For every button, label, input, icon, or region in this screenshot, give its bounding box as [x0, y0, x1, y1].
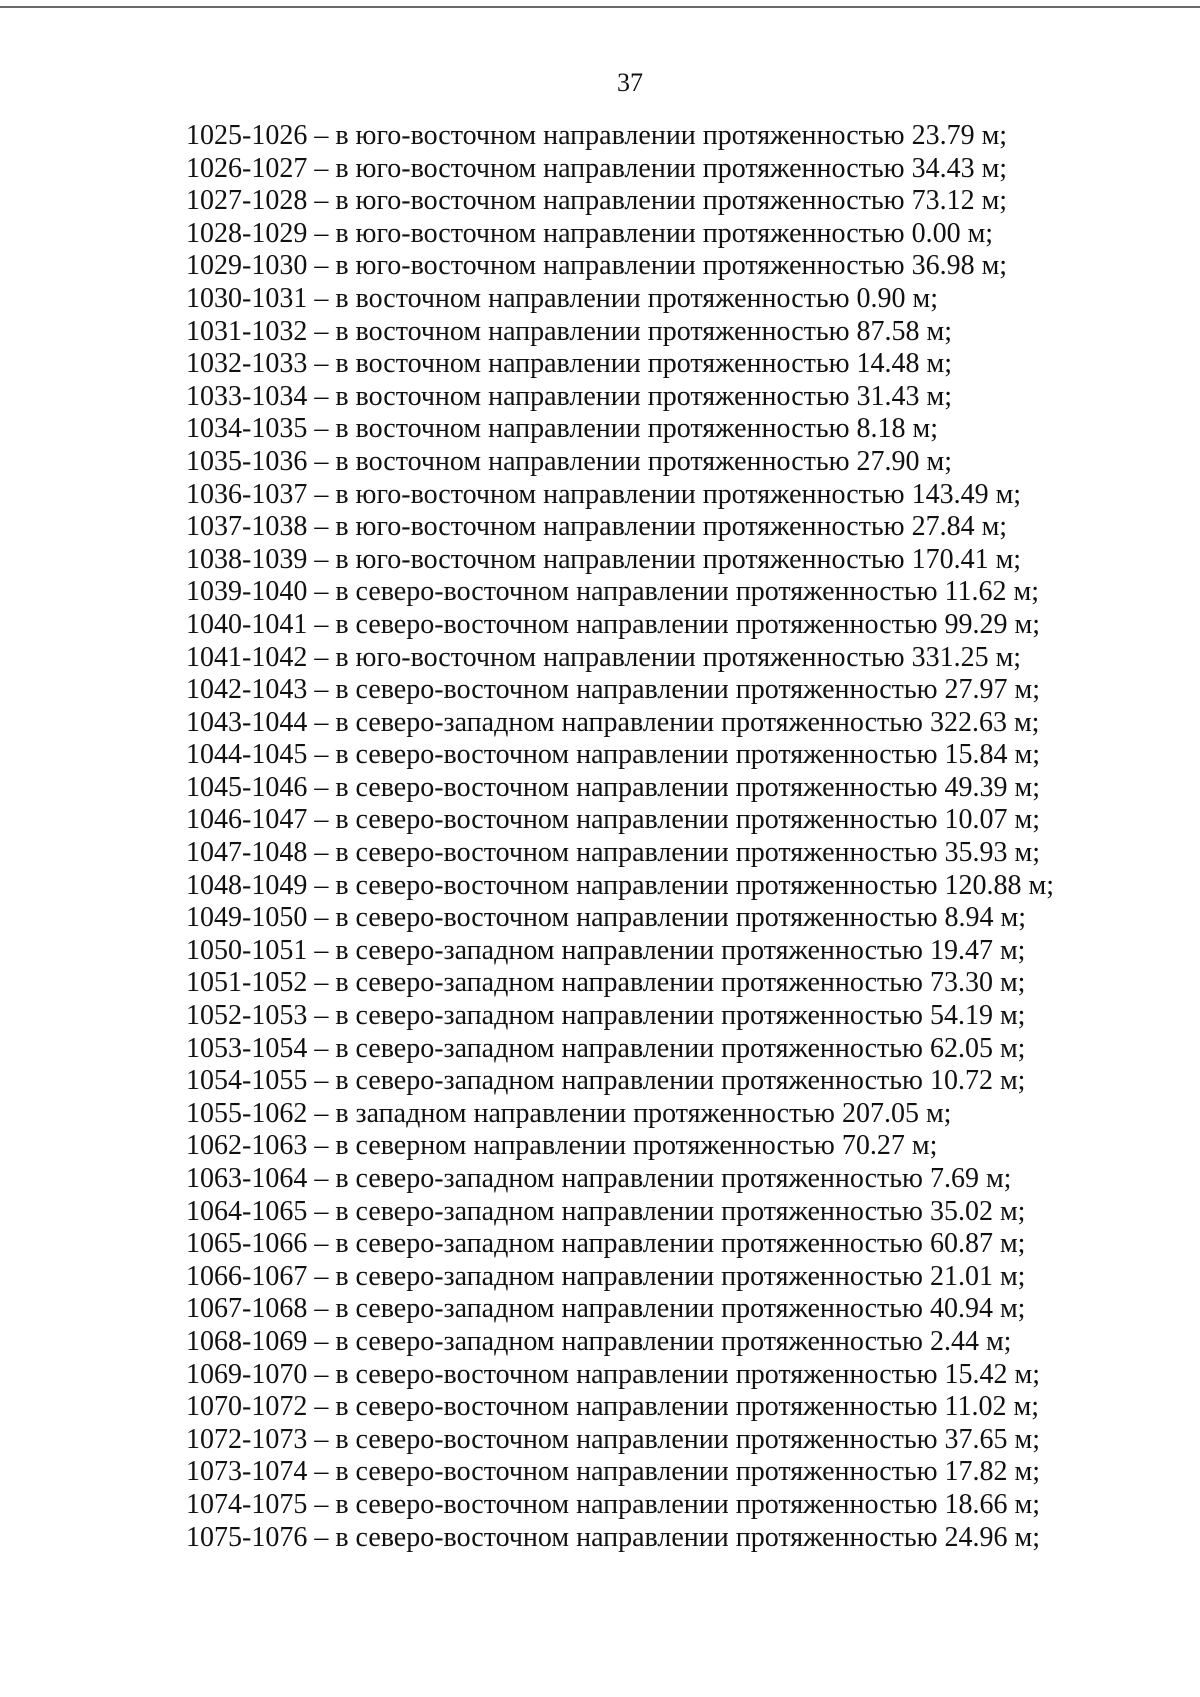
segment-range: 1034-1035 [186, 413, 308, 445]
segment-range: 1073-1074 [186, 1456, 308, 1488]
segment-separator: – [307, 217, 336, 249]
segment-description: в северо-западном направлении протяженностью 40.94 м; [335, 1293, 1026, 1325]
segment-range: 1066-1067 [186, 1260, 308, 1292]
segment-separator: – [307, 674, 336, 706]
segment-separator: – [307, 1000, 336, 1032]
segment-line [186, 283, 1166, 316]
page-number: 37 [617, 68, 643, 97]
segment-description: в северо-восточном направлении протяженностью 11.62 м; [335, 576, 1040, 608]
segment-separator: – [307, 543, 336, 575]
segment-line [186, 935, 1166, 968]
segment-separator: – [307, 902, 336, 934]
segment-line [186, 870, 1166, 903]
segment-range: 1050-1051 [186, 934, 308, 966]
segment-separator: – [307, 1065, 336, 1097]
segment-separator: – [307, 1032, 336, 1064]
segment-line [186, 739, 1166, 772]
segment-separator: – [307, 641, 336, 673]
segment-line [186, 1033, 1166, 1066]
segment-description: в северо-западном направлении протяженностью 62.05 м; [335, 1032, 1026, 1064]
segment-separator: – [307, 380, 336, 412]
segment-line [186, 642, 1166, 675]
segment-separator: – [307, 348, 336, 380]
segment-line [186, 1424, 1166, 1457]
segment-line [186, 1391, 1166, 1424]
segment-description: в восточном направлении протяженностью 8.18 м; [335, 413, 939, 445]
segment-range: 1052-1053 [186, 1000, 308, 1032]
segment-line [186, 674, 1166, 707]
segment-description: в юго-восточном направлении протяженностью 23.79 м; [335, 120, 1008, 151]
segment-description: в северо-восточном направлении протяженностью 27.97 м; [335, 674, 1041, 706]
segment-range: 1044-1045 [186, 739, 308, 771]
segment-description: в юго-восточном направлении протяженностью 170.41 м; [335, 543, 1022, 575]
segment-separator: – [307, 1293, 336, 1325]
segment-description: в северо-западном направлении протяженностью 60.87 м; [335, 1228, 1026, 1260]
segment-range: 1053-1054 [186, 1032, 308, 1064]
segment-separator: – [307, 1521, 336, 1553]
segment-description: в юго-восточном направлении протяженностью 34.43 м; [335, 152, 1008, 184]
segment-separator: – [307, 315, 336, 347]
segment-range: 1068-1069 [186, 1325, 308, 1357]
segment-separator: – [307, 1456, 336, 1488]
segment-range: 1049-1050 [186, 902, 308, 934]
segment-separator: – [307, 1097, 336, 1129]
segment-range: 1041-1042 [186, 641, 308, 673]
segment-range: 1074-1075 [186, 1488, 308, 1520]
segment-description: в северо-западном направлении протяженностью 21.01 м; [335, 1260, 1026, 1292]
segment-range: 1040-1041 [186, 608, 308, 640]
segment-range: 1045-1046 [186, 771, 308, 803]
segment-range: 1067-1068 [186, 1293, 308, 1325]
segment-range: 1069-1070 [186, 1358, 308, 1390]
segment-range: 1063-1064 [186, 1163, 308, 1194]
segment-line [186, 1163, 1166, 1196]
segment-line [186, 250, 1166, 283]
segment-range: 1029-1030 [186, 250, 308, 282]
segment-line [186, 1489, 1166, 1522]
segment-separator: – [307, 1423, 336, 1455]
segment-description: в северо-восточном направлении протяженностью 11.02 м; [335, 1391, 1040, 1423]
segment-description: в юго-восточном направлении протяженностью 331.25 м; [335, 641, 1022, 673]
segment-description: в юго-восточном направлении протяженностью 0.00 м; [335, 217, 994, 249]
segment-separator: – [307, 1488, 336, 1520]
segment-range: 1031-1032 [186, 315, 308, 347]
segment-description: в северо-западном направлении протяженностью 19.47 м; [335, 934, 1026, 966]
segment-separator: – [307, 1228, 336, 1260]
segment-separator: – [307, 413, 336, 445]
segment-line [186, 511, 1166, 544]
segment-description: в юго-восточном направлении протяженностью 36.98 м; [335, 250, 1008, 282]
segment-range: 1065-1066 [186, 1228, 308, 1260]
segment-separator: – [307, 934, 336, 966]
segment-description: в северо-восточном направлении протяженностью 18.66 м; [335, 1488, 1041, 1520]
segment-description: в северо-западном направлении протяженностью 10.72 м; [335, 1065, 1026, 1097]
segment-separator: – [307, 250, 336, 282]
segment-separator: – [307, 869, 336, 901]
segment-line [186, 348, 1166, 381]
segment-range: 1070-1072 [186, 1391, 308, 1423]
segment-range: 1033-1034 [186, 380, 308, 412]
segment-description: в восточном направлении протяженностью 0.90 м; [335, 282, 939, 314]
segment-range: 1042-1043 [186, 674, 308, 706]
segment-separator: – [307, 706, 336, 738]
segment-separator: – [307, 282, 336, 314]
segment-range: 1025-1026 [186, 120, 308, 151]
segment-separator: – [307, 1358, 336, 1390]
segment-separator: – [307, 837, 336, 869]
segment-line [186, 316, 1166, 349]
segment-range: 1026-1027 [186, 152, 308, 184]
segment-description: в северо-восточном направлении протяженностью 15.84 м; [335, 739, 1041, 771]
segment-line [186, 576, 1166, 609]
segment-line [186, 1000, 1166, 1033]
segment-description: в северо-восточном направлении протяженностью 24.96 м; [335, 1521, 1041, 1553]
segment-range: 1035-1036 [186, 445, 308, 477]
segment-range: 1028-1029 [186, 217, 308, 249]
segment-separator: – [307, 1163, 336, 1194]
segment-separator: – [307, 1260, 336, 1292]
segment-description: в северо-западном направлении протяженностью 322.63 м; [335, 706, 1040, 738]
segment-line [186, 1261, 1166, 1294]
segment-range: 1064-1065 [186, 1195, 308, 1227]
segment-description: в северном направлении протяженностью 70.27 м; [335, 1130, 938, 1162]
segment-line [186, 804, 1166, 837]
segment-description: в северо-восточном направлении протяженностью 37.65 м; [335, 1423, 1041, 1455]
segment-separator: – [307, 608, 336, 640]
segment-line [186, 120, 1166, 153]
segment-line [186, 967, 1166, 1000]
segment-range: 1036-1037 [186, 478, 308, 510]
segment-line [186, 1359, 1166, 1392]
segment-separator: – [307, 739, 336, 771]
segment-range: 1037-1038 [186, 511, 308, 543]
segment-line [186, 1196, 1166, 1229]
segment-range: 1027-1028 [186, 185, 308, 217]
segment-description: в северо-западном направлении протяженностью 2.44 м; [335, 1325, 1012, 1357]
segment-line [186, 381, 1166, 414]
segment-description: в юго-восточном направлении протяженностью 143.49 м; [335, 478, 1022, 510]
segment-separator: – [307, 771, 336, 803]
segment-description: в северо-восточном направлении протяженностью 120.88 м; [335, 869, 1055, 901]
segment-description: в северо-восточном направлении протяженностью 10.07 м; [335, 804, 1041, 836]
segment-description: в восточном направлении протяженностью 87.58 м; [335, 315, 953, 347]
segment-line [186, 479, 1166, 512]
segment-description: в северо-восточном направлении протяженностью 15.42 м; [335, 1358, 1041, 1390]
segment-separator: – [307, 967, 336, 999]
segment-range: 1054-1055 [186, 1065, 308, 1097]
segment-separator: – [307, 1391, 336, 1423]
segment-range: 1046-1047 [186, 804, 308, 836]
segment-line [186, 218, 1166, 251]
segment-range: 1032-1033 [186, 348, 308, 380]
segment-description: в северо-западном направлении протяженностью 35.02 м; [335, 1195, 1026, 1227]
segment-line [186, 544, 1166, 577]
segment-line [186, 707, 1166, 740]
segment-description: в северо-восточном направлении протяженностью 49.39 м; [335, 771, 1041, 803]
segment-range: 1039-1040 [186, 576, 308, 608]
segment-description: в восточном направлении протяженностью 14.48 м; [335, 348, 953, 380]
segment-range: 1072-1073 [186, 1423, 308, 1455]
segment-separator: – [307, 804, 336, 836]
segment-line [186, 1326, 1166, 1359]
segment-line [186, 1130, 1166, 1163]
segment-separator: – [307, 1195, 336, 1227]
segment-line [186, 1228, 1166, 1261]
segment-range: 1047-1048 [186, 837, 308, 869]
segment-range: 1062-1063 [186, 1130, 308, 1162]
segment-range: 1043-1044 [186, 706, 308, 738]
segment-description: в западном направлении протяженностью 207.05 м; [335, 1097, 952, 1129]
segment-line [186, 902, 1166, 935]
segment-description: в северо-восточном направлении протяженностью 8.94 м; [335, 902, 1027, 934]
segment-description: в юго-восточном направлении протяженностью 73.12 м; [335, 185, 1008, 217]
segment-separator: – [307, 478, 336, 510]
segment-separator: – [307, 576, 336, 608]
segment-description: в юго-восточном направлении протяженностью 27.84 м; [335, 511, 1008, 543]
segment-range: 1038-1039 [186, 543, 308, 575]
segment-line [186, 609, 1166, 642]
segment-description: в северо-западном направлении протяженностью 7.69 м; [335, 1163, 1012, 1194]
segment-description: в северо-восточном направлении протяженностью 99.29 м; [335, 608, 1041, 640]
segment-line [186, 185, 1166, 218]
segment-line [186, 153, 1166, 186]
segment-separator: – [307, 1130, 336, 1162]
segment-line [186, 446, 1166, 479]
segment-separator: – [307, 511, 336, 543]
segment-range: 1051-1052 [186, 967, 308, 999]
boundary-segment-list [186, 120, 1166, 1554]
segment-range: 1055-1062 [186, 1097, 308, 1129]
segment-separator: – [307, 1325, 336, 1357]
segment-separator: – [307, 185, 336, 217]
segment-line [186, 1098, 1166, 1131]
segment-line [186, 1522, 1166, 1555]
segment-description: в восточном направлении протяженностью 27.90 м; [335, 445, 953, 477]
segment-separator: – [307, 445, 336, 477]
segment-description: в восточном направлении протяженностью 31.43 м; [335, 380, 953, 412]
segment-line [186, 1293, 1166, 1326]
scan-top-edge-line [0, 6, 1200, 8]
segment-range: 1075-1076 [186, 1521, 308, 1553]
segment-range: 1048-1049 [186, 869, 308, 901]
segment-description: в северо-западном направлении протяженностью 73.30 м; [335, 967, 1026, 999]
segment-separator: – [307, 152, 336, 184]
segment-line [186, 1065, 1166, 1098]
segment-range: 1030-1031 [186, 282, 308, 314]
segment-line [186, 837, 1166, 870]
segment-description: в северо-восточном направлении протяженностью 17.82 м; [335, 1456, 1041, 1488]
segment-line [186, 413, 1166, 446]
segment-description: в северо-западном направлении протяженностью 54.19 м; [335, 1000, 1026, 1032]
segment-line [186, 772, 1166, 805]
segment-line [186, 1456, 1166, 1489]
segment-description: в северо-восточном направлении протяженностью 35.93 м; [335, 837, 1041, 869]
segment-separator: – [307, 120, 336, 151]
